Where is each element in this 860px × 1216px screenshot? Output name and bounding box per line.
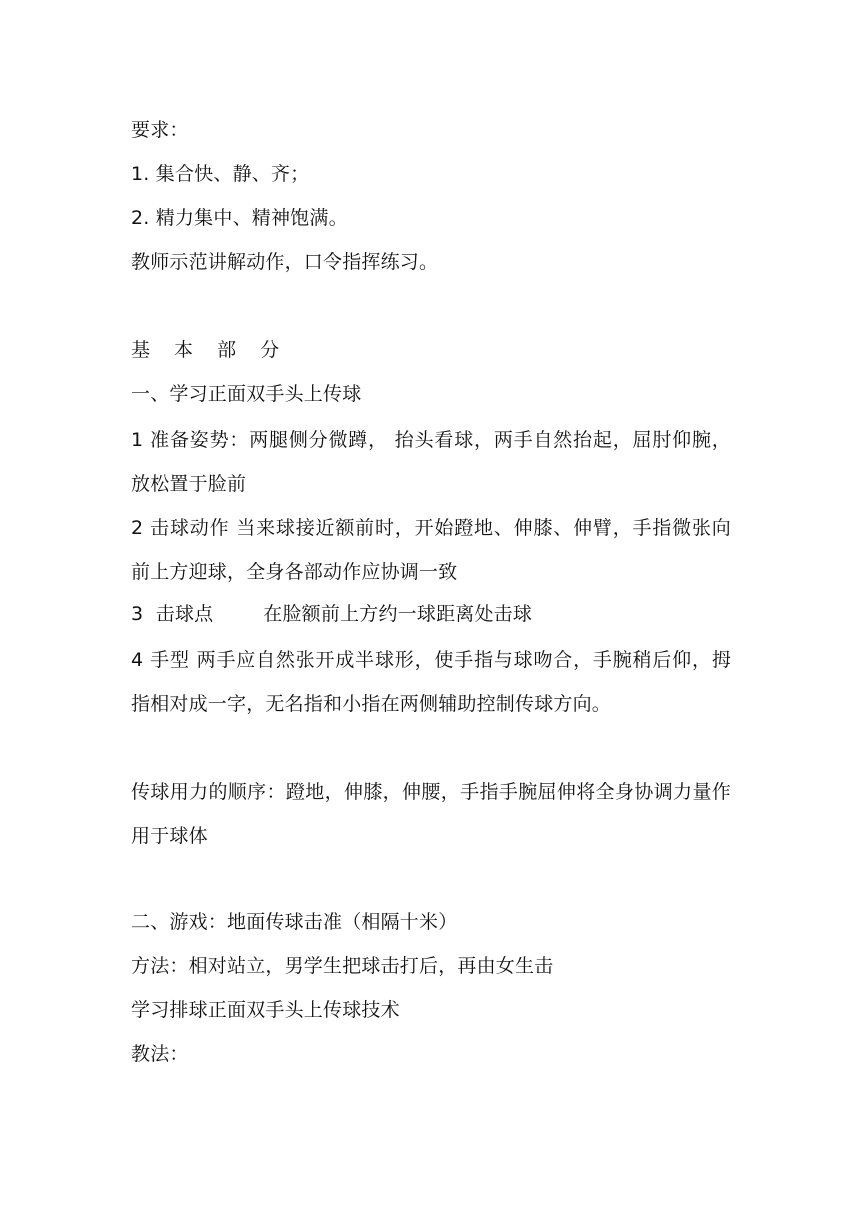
document-body [131,110,731,1078]
learning-goal: 学习排球正面双手头上传球技术 [131,999,400,1021]
hitting-point-line: 3 击球点 在脸额前上方约一球距离处击球 [131,603,533,625]
requirement-item-2: 2. 精力集中、精神饱满。 [131,207,348,229]
blank-line [131,726,731,770]
game-method: 方法：相对站立，男学生把球击打后，再由女生击 [131,955,554,977]
requirement-item-1: 1. 集合快、静、齐； [131,163,310,185]
hitting-action-paragraph: 2 击球动作 当来球接近额前时，开始蹬地、伸膝、伸臂，手指微张向前上方迎球，全身各部动作应协调一致 [131,517,731,583]
requirements-heading: 要求： [131,119,189,141]
section-title-basic-part: 基 本 部 分 [131,339,289,361]
blank-line [131,858,731,902]
hand-shape-paragraph: 4 手型 两手应自然张开成半球形，使手指与球吻合，手腕稍后仰，拇指相对成一字，无名指和小指在两侧辅助控制传球方向。 [131,649,731,715]
lesson-heading-1: 一、学习正面双手头上传球 [131,383,362,405]
blank-line [131,286,731,330]
force-order-paragraph: 传球用力的顺序：蹬地，伸膝，伸腰，手指手腕屈伸将全身协调力量作用于球体 [131,781,731,847]
teacher-instruction: 教师示范讲解动作，口令指挥练习。 [131,251,439,273]
game-heading: 二、游戏：地面传球击准（相隔十米） [131,911,458,933]
ready-posture-paragraph: 1 准备姿势：两腿侧分微蹲， 抬头看球，两手自然抬起，屈肘仰腕，放松置于脸前 [131,429,731,495]
teaching-method-label: 教法： [131,1043,189,1065]
